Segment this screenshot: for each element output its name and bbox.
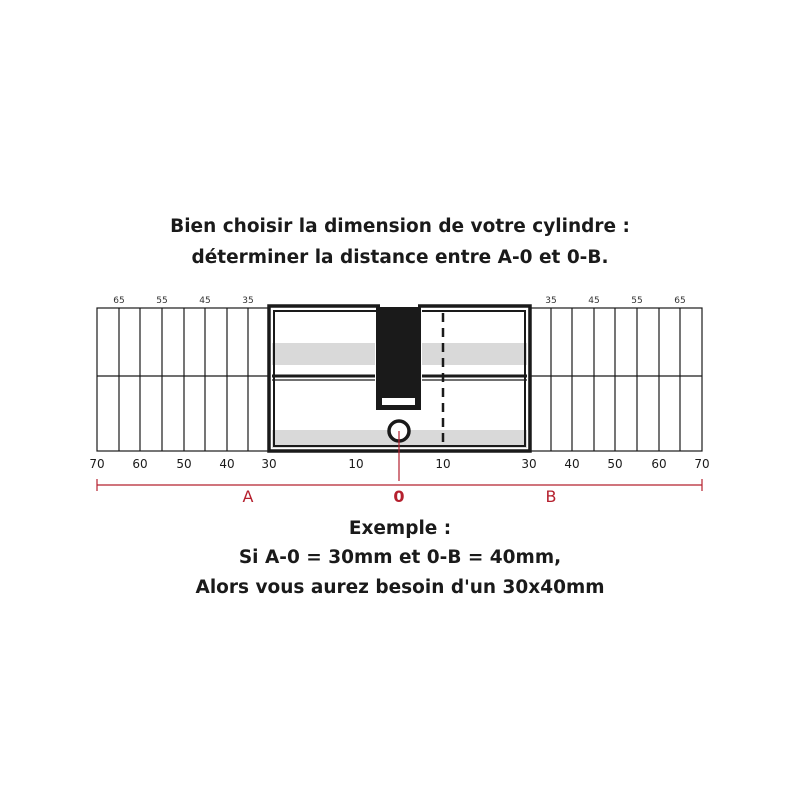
diagram-subtitle: déterminer la distance entre A-0 et 0-B. — [191, 247, 609, 268]
bottom-scale-label: 10 — [348, 457, 364, 471]
bottom-scale-label: 60 — [132, 457, 148, 471]
label-zero: 0 — [393, 487, 405, 506]
bottom-scale-label: 40 — [219, 457, 235, 471]
top-scale-label-right: 65 — [674, 296, 686, 306]
top-scale-label-right: 35 — [545, 296, 557, 306]
bottom-scale-label: 10 — [435, 457, 451, 471]
top-scale-label-right: 55 — [631, 296, 643, 306]
label-b: B — [545, 487, 557, 506]
top-scale-label-left: 35 — [242, 296, 254, 306]
bottom-scale-label: 50 — [176, 457, 192, 471]
top-scale-label-right: 45 — [588, 296, 600, 306]
diagram-title: Bien choisir la dimension de votre cylindre : — [170, 216, 630, 237]
bottom-scale-label: 30 — [521, 457, 537, 471]
bottom-scale-label: 50 — [607, 457, 623, 471]
right-scale-block — [529, 308, 702, 451]
top-scale-label-left: 45 — [199, 296, 211, 306]
example-heading: Exemple : — [348, 518, 452, 539]
example-line-2: Alors vous aurez besoin d'un 30x40mm — [195, 577, 605, 598]
bottom-scale-label: 30 — [261, 457, 277, 471]
example-line-1: Si A-0 = 30mm et 0-B = 40mm, — [238, 547, 562, 568]
bottom-scale-label: 40 — [564, 457, 580, 471]
top-scale-label-left: 55 — [156, 296, 168, 306]
label-a: A — [242, 487, 254, 506]
cylinder-cam — [376, 307, 421, 410]
bottom-scale-label: 70 — [694, 457, 710, 471]
bottom-scale-label: 60 — [651, 457, 667, 471]
top-scale-label-left: 65 — [113, 296, 125, 306]
left-scale-block — [97, 308, 269, 451]
bottom-scale-label: 70 — [89, 457, 105, 471]
